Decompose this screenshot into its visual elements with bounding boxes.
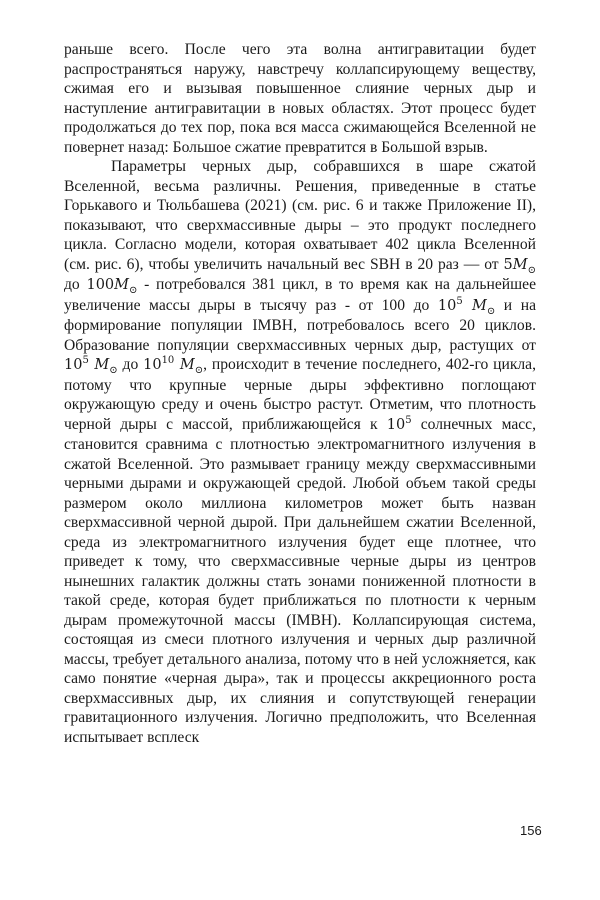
page-number: 156 [520,823,542,838]
math-5-msun: $5M_⊙$ [503,256,536,276]
p2-text-4: и на формирование популяции IMBH, потребовалось всего 20 циклов. Образование популяции сверхмассивных черных дыр, растущих от [64,296,536,354]
math-10e10-msun: $10^{10}$ $M_⊙$ [143,355,204,376]
math-100-msun: $100M_⊙$ [86,277,138,296]
p2-text-1: Параметры черных дыр, собравшихся в шаре сжатой Вселенной, весьма различны. Решения, приведенные в статье Горькавого и Тюльбашева (2021) (см. рис. 6 и также Приложение II), показывают, что сверхмассивные дыры – это продукт последнего цикла. Согласно модели, которая охватывает 402 цикла Вселенной (см. рис. 6), чтобы увеличить начальный вес SBH в 20 раз — от [64,158,536,273]
paragraph-1: раньше всего. После чего эта волна антигравитации будет распространяться наружу, навстречу коллапсирующему веществу, сжимая его и вызывая повышенное слияние черных дыр и наступление антигравитации в новых областях. Этот процесс будет продолжаться до тех пор, пока вся масса сжимающейся Вселенной не повернет назад: Большое сжатие превратится в Большой взрыв. [64,41,536,156]
paragraph-2 [64,157,536,747]
page-body [64,40,536,747]
math-10e5-msun-a: $10^5$ $M_⊙$ [437,295,496,317]
p2-text-6: , происходит в течение последнего, 402-го цикла, потому что крупные черные дыры эффективно поглощают окружающую среду и очень быстро растут. Отметим, что плотность черной дыры с массой, приближающейся к [64,356,537,433]
p2-text-3: - потребовался 381 цикл, в то время как на дальнейшее увеличение массы дыры в тысячу раз - от 100 до [64,276,536,314]
math-10e5: $10^5$ [386,414,412,433]
p2-text-7: солнечных масс, становится сравнима с плотностью электромагнитного излучения в сжатой Вселенной. Это размывает границу между сверхмассивными черными дырами и окружающей средой. Любой объем такой среды размером около миллиона километров может быть назван сверхмассивной черной дырой. При дальнейшем сжатии Вселенной, среда из электромагнитного излучения будет еще плотнее, что приведет к тому, что сверхмассивные черные дыры из центров нынешних галактик должны стать зонами пониженной плотности в такой среде, которая будет приближаться по плотности к черным дырам промежуточной массы (IMBH). Коллапсирующая система, состоящая из смеси плотного излучения и черных дыр различной массы, требует детального анализа, потому что в ней усложняется, как само понятие «черная дыра», так и процессы аккреционного роста сверхмассивных дыр, их слияния и сопутствующей генерации гравитационного излучения. Логично предположить, что Вселенная испытывает всплеск [64,415,536,746]
p2-text-2: до [64,276,87,293]
p2-text-5: до [117,356,144,373]
math-10e5-msun-b: $10^5$ $M_⊙$ [64,355,118,376]
